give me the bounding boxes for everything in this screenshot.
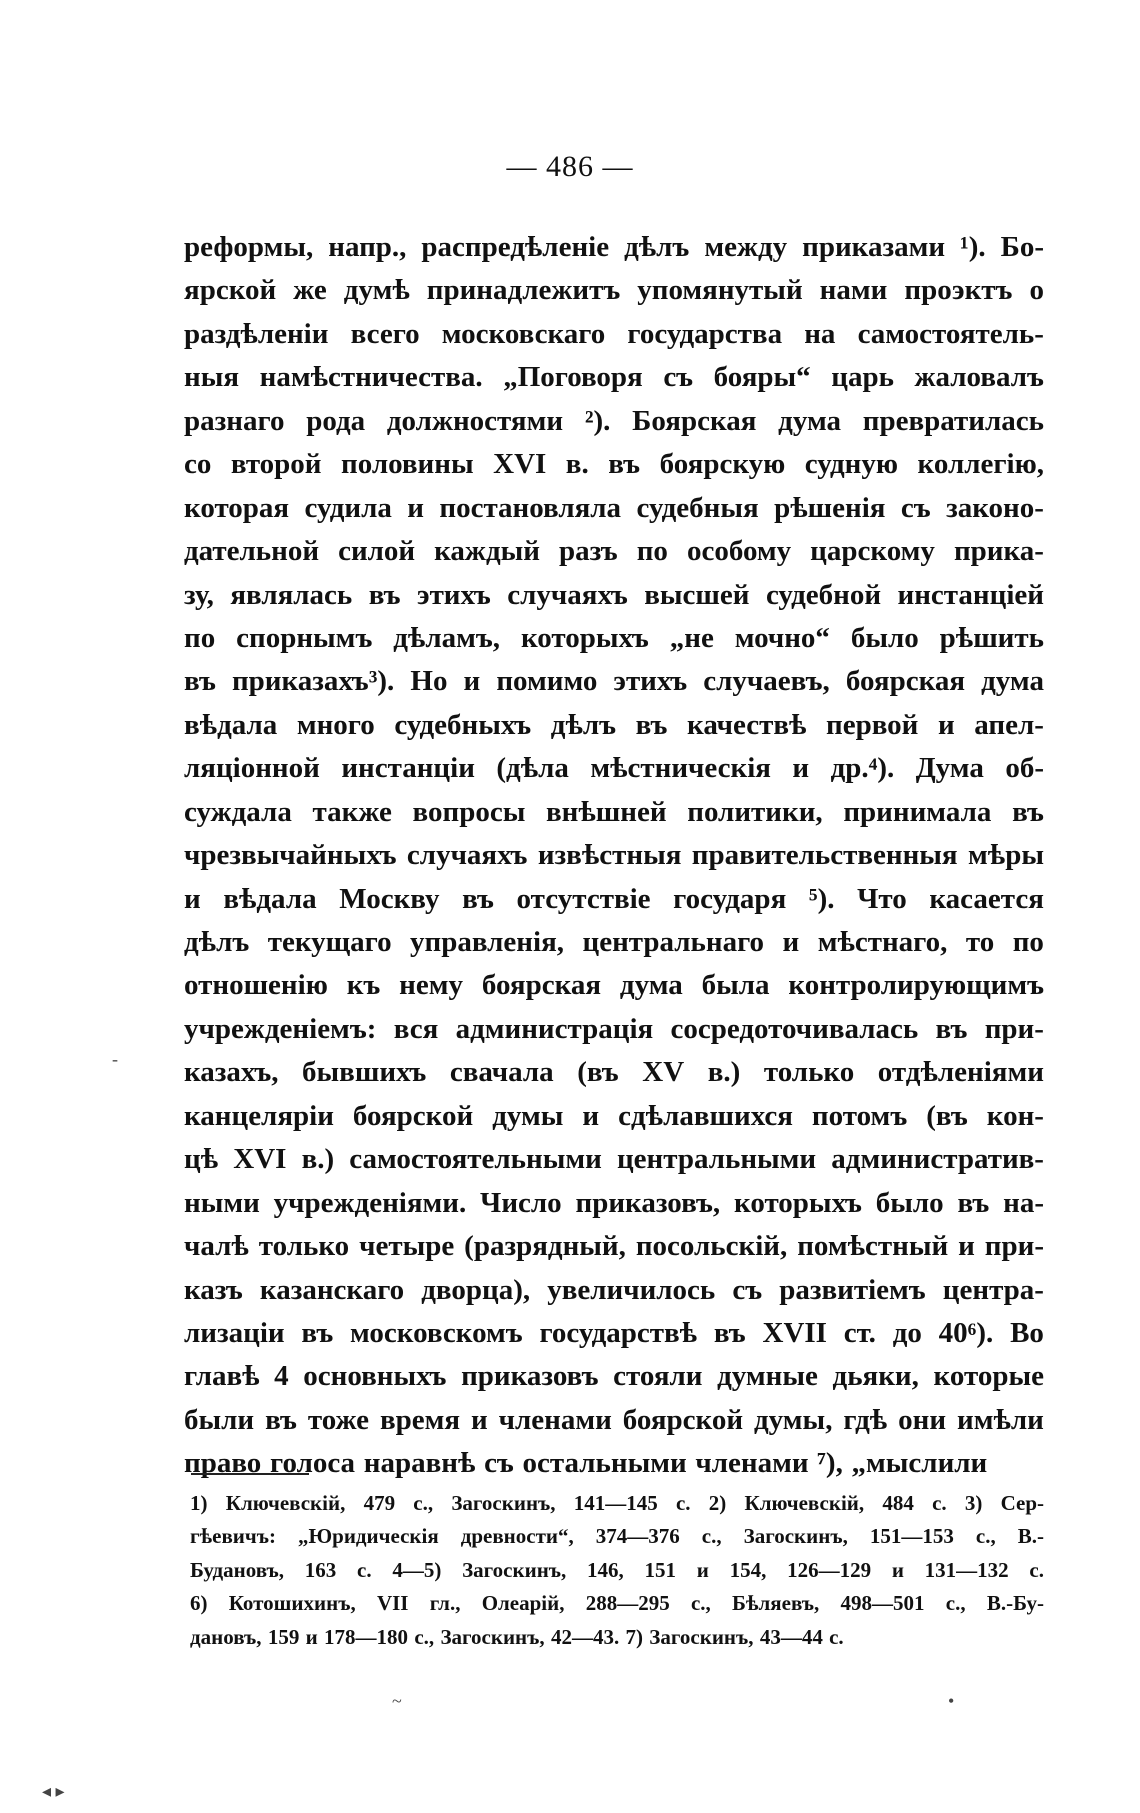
page-number: — 486 — — [506, 150, 634, 183]
text-line: казахъ, бывшихъ свачала (въ XV в.) только отдѣленіями — [184, 1056, 1044, 1089]
footnote-line: Будановъ, 163 с. 4—5) Загоскинъ, 146, 151 и 154, 126—129 и 131—132 с. — [190, 1557, 1044, 1582]
text-line: въ приказахъ³). Но и помимо этихъ случаевъ, боярская дума — [184, 665, 1044, 698]
footnote-line: 6) Котошихинъ, VII гл., Олеарій, 288—295 с., Бѣляевъ, 498—501 с., В.-Бу- — [190, 1591, 1044, 1616]
footnote-line: 1) Ключевскій, 479 с., Загоскинъ, 141—145 с. 2) Ключевскій, 484 с. 3) Сер- — [190, 1491, 1044, 1515]
text-line: суждала также вопросы внѣшней политики, принимала въ — [184, 795, 1044, 828]
text-line: дательной силой каждый разъ по особому царскому прика- — [184, 535, 1044, 568]
main-text — [184, 226, 1044, 1486]
text-line: зу, являлась въ этихъ случаяхъ высшей судебной инстанціей — [184, 578, 1044, 611]
text-line: которая судила и постановляла судебныя рѣшенія съ законо- — [184, 491, 1044, 524]
text-line: учрежденіемъ: вся администрація сосредоточивалась въ при- — [184, 1012, 1044, 1045]
text-line: дѣлъ текущаго управленія, центральнаго и мѣстнаго, то по — [184, 926, 1044, 958]
text-line: вѣдала много судебныхъ дѣлъ въ качествѣ первой и апел- — [184, 708, 1044, 741]
footnote-line: дановъ, 159 и 178—180 с., Загоскинъ, 42—43. 7) Загоскинъ, 43—44 с. — [190, 1624, 844, 1649]
footnote-line: гѣевичъ: „Юридическія древности“, 374—376 с., Загоскинъ, 151—153 с., В.- — [190, 1524, 1044, 1549]
scan-speck: - — [112, 1049, 118, 1069]
text-line: право голоса наравнѣ съ остальными членами ⁷), „мыслили — [184, 1447, 988, 1480]
text-line: лизаціи въ московскомъ государствѣ въ XVII ст. до 40⁶). Во — [184, 1316, 1044, 1349]
text-line: главѣ 4 основныхъ приказовъ стояли думные дьяки, которые — [184, 1360, 1044, 1393]
text-line: по спорнымъ дѣламъ, которыхъ „не мочно“ было рѣшить — [184, 621, 1044, 654]
text-line: со второй половины XVI в. въ боярскую судную коллегію, — [184, 448, 1044, 481]
text-line: канцеляріи боярской думы и сдѣлавшихся потомъ (въ кон- — [184, 1099, 1044, 1132]
text-line: ныя намѣстничества. „Поговоря съ бояры“ царь жаловалъ — [184, 361, 1044, 394]
text-line: ными учрежденіями. Число приказовъ, которыхъ было въ на- — [184, 1186, 1044, 1219]
text-line: чрезвычайныхъ случаяхъ извѣстныя правительственныя мѣры — [184, 839, 1044, 872]
footnotes — [190, 1487, 1044, 1654]
footnote-divider — [191, 1473, 309, 1475]
text-line: ляціонной инстанціи (дѣла мѣстническія и др.⁴). Дума об- — [184, 752, 1044, 785]
text-line: чалѣ только четыре (разрядный, посольскій, помѣстный и при- — [184, 1230, 1044, 1263]
scan-speck: ~ — [392, 1691, 402, 1711]
text-line: ярской же думѣ принадлежитъ упомянутый нами проэктъ о — [184, 274, 1044, 307]
text-line: казъ казанскаго дворца), увеличилось съ развитіемъ центра- — [184, 1273, 1044, 1306]
scan-speck: • — [948, 1691, 955, 1711]
text-line: и вѣдала Москву въ отсутствіе государя ⁵). Что касается — [184, 882, 1044, 915]
text-line: реформы, напр., распредѣленіе дѣлъ между приказами ¹). Бо- — [184, 231, 1044, 263]
text-line: раздѣленіи всего московскаго государства на самостоятель- — [184, 317, 1044, 350]
text-line: отношенію къ нему боярская дума была контролирующимъ — [184, 969, 1044, 1002]
scan-speck: ◂ ▸ — [42, 1781, 65, 1801]
text-line: были въ тоже время и членами боярской думы, гдѣ они имѣли — [184, 1403, 1044, 1436]
text-line: цѣ XVI в.) самостоятельными центральными административ- — [184, 1143, 1044, 1176]
text-line: разнаго рода должностями ²). Боярская дума превратилась — [184, 404, 1044, 437]
